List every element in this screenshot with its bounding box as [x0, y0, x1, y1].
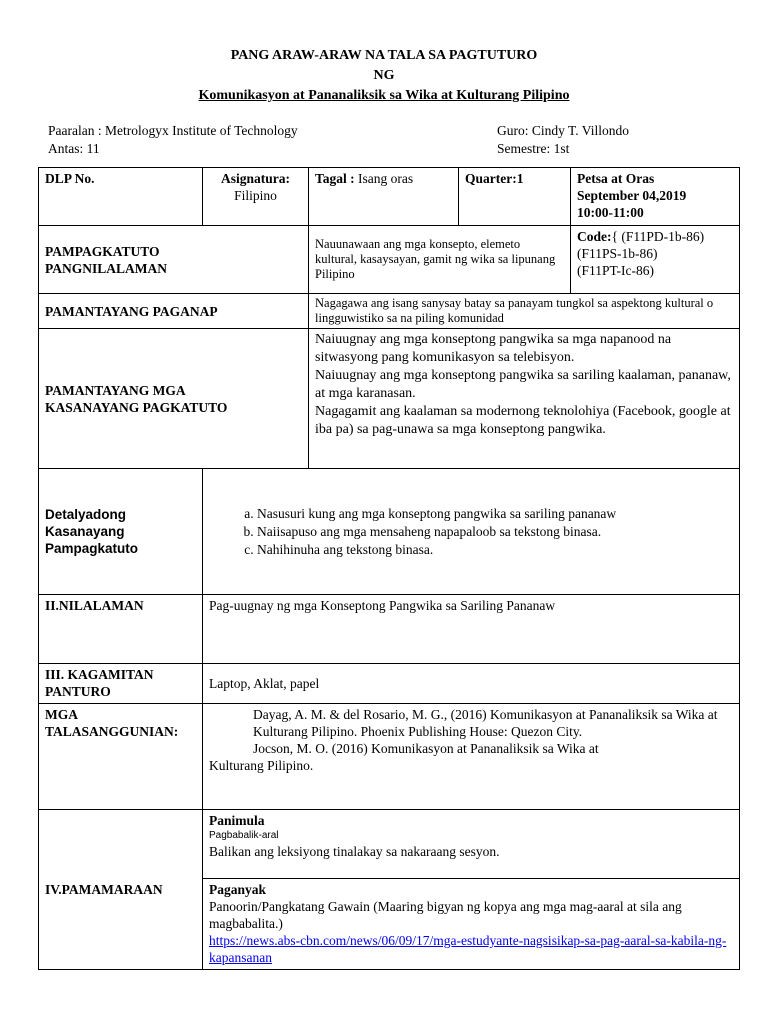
reference-1-line2: Kulturang Pilipino. Phoenix Publishing House: Quezon City.	[253, 724, 583, 739]
references-text	[203, 704, 740, 810]
code-3: (F11PT-Ic-86)	[577, 263, 654, 278]
document-subject: Komunikasyon at Pananaliksik sa Wika at Kulturang Pilipino	[198, 88, 570, 103]
content-standard-text: Nauunawaan ang mga konsepto, elemeto kultural, kasaysayan, gamit ng wika sa lipunang Pilipino	[309, 226, 571, 294]
table-row-content-standard	[39, 226, 740, 294]
reference-2-line1: Jocson, M. O. (2016) Komunikasyon at Pananaliksik sa Wika at	[253, 741, 599, 756]
code-1: { (F11PD-1b-86)	[611, 229, 705, 244]
date-time-label: Petsa at Oras	[577, 171, 655, 186]
school-name: Paaralan : Metrologyx Institute of Technology	[48, 123, 298, 138]
table-row-learning-competencies	[39, 329, 740, 469]
quarter-cell: Quarter:1	[459, 168, 571, 226]
list-item: a. Nasusuri kung ang mga konseptong pangwika sa sariling pananaw	[257, 505, 733, 523]
introduction-heading: Panimula	[209, 813, 265, 828]
dlp-number-cell: DLP No.	[39, 168, 203, 226]
materials-label	[39, 664, 203, 704]
subject-cell	[203, 168, 309, 226]
news-article-link[interactable]: https://news.abs-cbn.com/news/06/09/17/mga-estudyante-nagsisikap-sa-pag-aaral-sa-kabila-ng-kapansanan	[209, 933, 727, 965]
review-text: Balikan ang leksiyong tinalakay sa nakaraang sesyon.	[209, 844, 500, 859]
detailed-competencies-list-cell	[203, 469, 740, 595]
learning-competencies-label-line2: KASANAYANG PAGKATUTO	[45, 399, 228, 415]
learning-competencies-label-line1: PAMANTAYANG MGA	[45, 382, 186, 398]
objectives-list	[209, 505, 733, 559]
semester: Semestre: 1st	[497, 141, 570, 156]
content-standard-label	[39, 226, 309, 294]
competency-2: Naiuugnay ang mga konseptong pangwika sa sariling kaalaman, pananaw, at mga karanasan.	[315, 368, 731, 401]
document-title-connector: NG	[373, 68, 395, 83]
materials-label-line1: III. KAGAMITAN	[45, 667, 154, 682]
document-title: PANG ARAW-ARAW NA TALA SA PAGTUTURO	[230, 48, 538, 63]
duration-value: Isang oras	[354, 171, 414, 186]
table-row-detailed-competencies	[39, 469, 740, 595]
detailed-label-line1: Detalyadong	[45, 507, 127, 522]
content-standard-label-line2: PANGNILALAMAN	[45, 260, 167, 276]
materials-label-line2: PANTURO	[45, 684, 111, 699]
lesson-date: September 04,2019	[577, 188, 687, 203]
content-standard-label-line1: PAMPAGKATUTO	[45, 243, 160, 259]
content-label: II.NILALAMAN	[39, 595, 203, 664]
list-item: c. Nahihinuha ang tekstong binasa.	[257, 541, 733, 559]
competency-3: Nagagamit ang kaalaman sa modernong teknolohiya (Facebook, google at iba pa) sa pag-unawa sa mga konseptong pangwika.	[315, 404, 731, 437]
table-row-performance-standard	[39, 294, 740, 329]
references-label-line1: MGA	[45, 707, 78, 722]
procedure-label: IV.PAMAMARAAN	[39, 810, 203, 970]
list-item: b. Naiisapuso ang mga mensaheng napapaloob sa tekstong binasa.	[257, 523, 733, 541]
motivation-text: Panoorin/Pangkatang Gawain (Maaring bigyan ng kopya ang mga mag-aaral at sila ang magbabalita.)	[209, 899, 682, 931]
references-label	[39, 704, 203, 810]
detailed-label-line2: Kasanayang	[45, 524, 125, 539]
materials-text: Laptop, Aklat, papel	[203, 664, 740, 704]
reference-2-line2: Kulturang Pilipino.	[209, 758, 314, 773]
table-row-header	[39, 168, 740, 226]
detailed-label-line3: Pampagkatuto	[45, 541, 139, 556]
introduction-section	[209, 810, 733, 878]
grade-level: Antas: 11	[48, 141, 100, 156]
subject-value: Filipino	[234, 188, 277, 203]
references-label-line2: TALASANGGUNIAN:	[45, 724, 179, 739]
reference-1-line1: Dayag, A. M. & del Rosario, M. G., (2016) Komunikasyon at Pananaliksik sa Wika at	[253, 707, 718, 722]
learning-competencies-text	[309, 329, 740, 469]
detailed-competencies-label	[39, 469, 203, 595]
table-row-references	[39, 704, 740, 810]
subject-label: Asignatura:	[220, 171, 290, 186]
table-row-materials	[39, 664, 740, 704]
duration-cell	[309, 168, 459, 226]
review-subheading: Pagbabalik-aral	[209, 830, 279, 841]
duration-label: Tagal :	[315, 171, 355, 186]
content-text: Pag-uugnay ng mga Konseptong Pangwika sa Sariling Pananaw	[203, 595, 740, 664]
date-time-cell	[571, 168, 740, 226]
lesson-plan-table	[38, 167, 740, 970]
performance-standard-label: PAMANTAYANG PAGANAP	[39, 294, 309, 329]
motivation-section	[203, 878, 739, 968]
learning-competencies-label	[39, 329, 309, 469]
procedure-content	[203, 810, 740, 970]
code-cell	[571, 226, 740, 294]
table-row-content	[39, 595, 740, 664]
table-row-procedure	[39, 810, 740, 970]
lesson-time: 10:00-11:00	[577, 205, 644, 220]
code-label: Code:	[577, 229, 612, 244]
performance-standard-text: Nagagawa ang isang sanysay batay sa panayam tungkol sa aspektong kultural o lingguwistiko sa na piling komunidad	[309, 294, 740, 329]
code-2: (F11PS-1b-86)	[577, 246, 658, 261]
competency-1: Naiuugnay ang mga konseptong pangwika sa mga napanood na sitwasyong pang komunikasyon sa telebisyon.	[315, 332, 672, 365]
teacher-name: Guro: Cindy T. Villondo	[497, 123, 629, 138]
motivation-heading: Paganyak	[209, 882, 267, 897]
